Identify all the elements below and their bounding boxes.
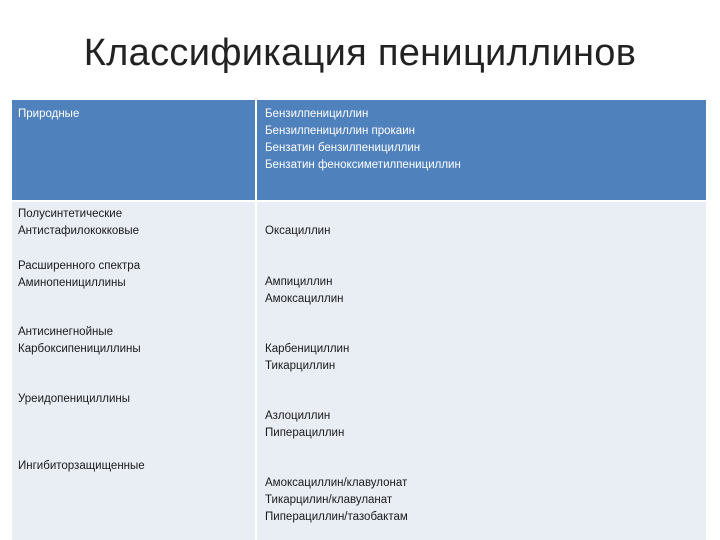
category-cell-semisynthetic (18, 206, 139, 240)
category-line: Карбоксипенициллины (18, 343, 141, 355)
category-line: Антистафилококковые (18, 225, 140, 237)
drugs-cell-inhibitor-protected (265, 475, 408, 526)
header-drug-item: Бензилпенициллин (265, 108, 369, 120)
header-category-label: Природные (18, 108, 80, 120)
table-body (12, 202, 706, 540)
header-drug-item: Бензатин феноксиметилпенициллин (265, 159, 461, 171)
drug-item: Пиперациллин/тазобактам (265, 511, 408, 523)
category-line: Уреидопенициллины (18, 393, 130, 405)
header-drug-item: Бензатин бензилпенициллин (265, 142, 421, 154)
drug-item: Ампициллин (265, 276, 333, 288)
category-cell-inhibitor-protected (18, 458, 145, 475)
drug-item: Пиперациллин (265, 427, 345, 439)
category-line: Расширенного спектра (18, 260, 141, 272)
header-drugs-cell (257, 100, 706, 200)
header-drug-item: Бензилпенициллин прокаин (265, 125, 415, 137)
drugs-cell-ureido (265, 408, 344, 442)
drugs-cell-semisynthetic (265, 223, 330, 240)
category-line: Ингибиторзащищенные (18, 460, 145, 472)
table-header-row (12, 100, 706, 200)
header-category-cell (12, 100, 257, 200)
category-line: Аминопенициллины (18, 277, 126, 289)
drug-item: Оксациллин (265, 225, 331, 237)
category-line: Антисинегнойные (18, 326, 114, 338)
drug-item: Азлоциллин (265, 410, 331, 422)
category-cell-ureido (18, 391, 130, 408)
slide-title: Классификация пенициллинов (83, 32, 637, 74)
drug-item: Карбенициллин (265, 343, 350, 355)
drug-item: Тикарцилин/клавуланат (265, 494, 393, 506)
category-column (12, 202, 257, 540)
category-line: Полусинтетические (18, 208, 123, 220)
penicillin-classification-table (12, 100, 706, 540)
drug-item: Амоксациллин/клавулонат (265, 477, 408, 489)
drugs-cell-extended (265, 274, 343, 308)
category-cell-extended (18, 258, 140, 292)
category-cell-antipseudomonal (18, 324, 141, 358)
drug-item: Амоксациллин (265, 293, 344, 305)
drugs-column (257, 202, 706, 540)
drugs-cell-antipseudomonal (265, 341, 349, 375)
drug-item: Тикарциллин (265, 360, 336, 372)
